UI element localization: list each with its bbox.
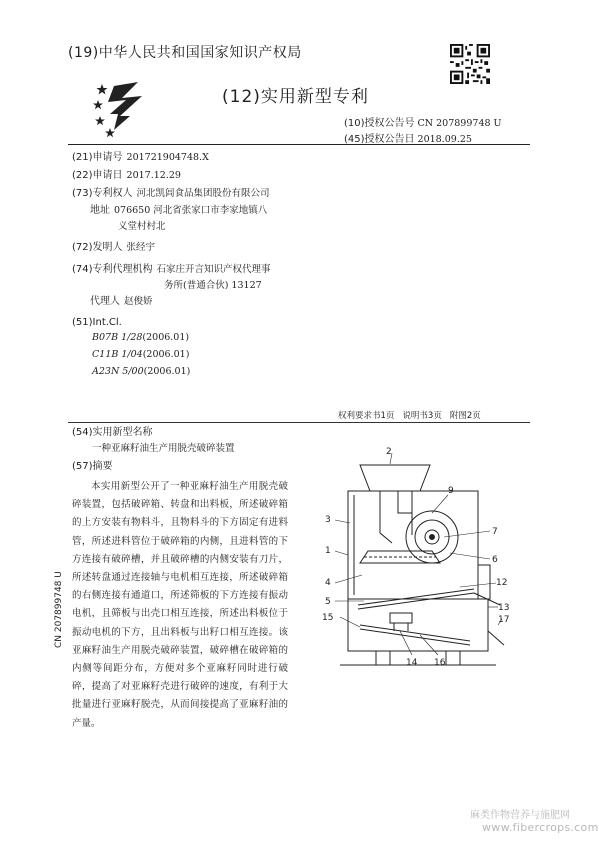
label-9: 9	[448, 486, 454, 496]
abstract-text: 本实用新型公开了一种亚麻籽油生产用脱壳破碎装置，包括破碎箱、转盘和出料板，所述破碎箱的上方安装有物料斗，且物料斗的下方固定有进料管，所述进料管位于破碎箱的内侧，且进料管的下方连接有破碎槽，并且破碎槽的内侧安装有刀片，所述转盘通过连接轴与电机相互连接，所述破碎箱的右侧连接有通道口，所述筛板的下方连接有振动电机，且筛板与出壳口相互连接，所述出料板位于振动电机的下方，且出料板与出籽口相互连接。该亚麻籽油生产用脱壳破碎装置，破碎槽在破碎箱的内侧等间距分布，方便对多个亚麻籽同时进行破碎，提高了对亚麻籽壳进行破碎的速度，有利于大批量进行亚麻籽脱壳，从而间接提高了亚麻籽油的产量。	[72, 481, 288, 729]
ipc-entry	[92, 330, 189, 346]
label-3: 3	[325, 515, 331, 525]
ipc-version: (2006.01)	[143, 366, 191, 377]
ipc-entry	[92, 364, 190, 380]
abstract-label: (57)摘要	[72, 461, 113, 472]
application-date-label: (22)申请日	[72, 170, 123, 181]
inventor-label: (72)发明人	[72, 242, 123, 253]
ipc-code: A23N 5/00	[92, 366, 144, 377]
publication-date-value: 2018.09.25	[417, 134, 472, 145]
title-label: (54)实用新型名称	[72, 427, 153, 438]
publication-date-label: (45)授权公告日	[344, 134, 415, 145]
inventor	[72, 240, 155, 256]
label-14: 14	[406, 658, 418, 668]
publication-number	[344, 114, 502, 129]
publication-number-value: CN 207899748 U	[417, 118, 502, 129]
patent-agent	[90, 294, 153, 310]
ipc-code: C11B 1/04	[92, 349, 143, 360]
application-date-value: 2017.12.29	[126, 170, 181, 181]
label-13: 13	[498, 603, 510, 613]
device-drawing	[320, 447, 515, 680]
section-divider	[68, 422, 530, 423]
label-1: 1	[325, 546, 331, 556]
utility-model-title: 一种亚麻籽油生产用脱壳破碎装置	[92, 443, 235, 454]
patent-owner-value: 河北凯闾食品集团股份有限公司	[136, 188, 270, 199]
side-publication-number: CN 207899748 U	[54, 571, 64, 648]
cnipa-logo	[92, 78, 150, 140]
header-divider	[68, 144, 530, 145]
description-pages: 说明书3页	[402, 411, 442, 421]
label-16: 16	[434, 658, 446, 668]
owner-address-label: 地址	[90, 205, 110, 216]
ipc-code: B07B 1/28	[92, 332, 143, 343]
qr-code	[450, 44, 490, 84]
screen-plate	[358, 589, 474, 605]
ipc-version: (2006.01)	[142, 349, 190, 360]
discharge-plate	[360, 625, 470, 641]
int-cl-label: (51)Int.Cl.	[72, 317, 122, 328]
page-counts	[338, 409, 489, 421]
document-type: (12)实用新型专利	[222, 87, 369, 107]
label-17: 17	[498, 615, 510, 625]
label-4: 4	[325, 578, 331, 588]
patent-agency	[72, 262, 271, 278]
vibrating-motor	[390, 613, 412, 623]
ipc-entry	[92, 347, 189, 363]
crushing-box	[348, 491, 478, 599]
publication-date	[344, 130, 472, 145]
ipc-version: (2006.01)	[142, 332, 190, 343]
label-2: 2	[386, 447, 392, 457]
patent-owner-label: (73)专利权人	[72, 188, 133, 199]
label-5: 5	[325, 597, 331, 607]
patent-owner	[72, 186, 270, 202]
owner-address	[90, 203, 267, 219]
drawings-pages: 附图2页	[449, 411, 481, 421]
watermark-url: www.fibercrops.com	[482, 821, 599, 834]
patent-agency-line1: 石家庄开言知识产权代理事	[156, 264, 271, 275]
application-number-value: 201721904748.X	[126, 152, 209, 163]
label-15: 15	[322, 613, 334, 623]
label-6: 6	[492, 555, 498, 565]
application-number-label: (21)申请号	[72, 152, 123, 163]
owner-address-line1: 076650 河北省张家口市李家地镇八	[114, 205, 268, 216]
label-7: 7	[492, 527, 498, 537]
application-date	[72, 168, 181, 184]
application-number	[72, 150, 209, 166]
issuing-office: (19)中华人民共和国国家知识产权局	[68, 45, 302, 61]
watermark-cn: 麻类作物营养与施肥网	[470, 810, 570, 821]
patent-agency-label: (74)专利代理机构	[72, 264, 153, 275]
claims-pages: 权利要求书1页	[338, 411, 395, 421]
patent-agency-line2: 务所(普通合伙) 13127	[164, 280, 262, 291]
patent-agent-value: 赵俊娇	[124, 296, 153, 307]
label-12: 12	[496, 578, 508, 588]
publication-number-label: (10)授权公告号	[344, 118, 415, 129]
owner-address-line2: 义堂村村北	[118, 221, 166, 232]
material-hopper	[360, 465, 430, 513]
patent-agent-label: 代理人	[90, 296, 120, 307]
inventor-value: 张经宇	[126, 242, 156, 253]
